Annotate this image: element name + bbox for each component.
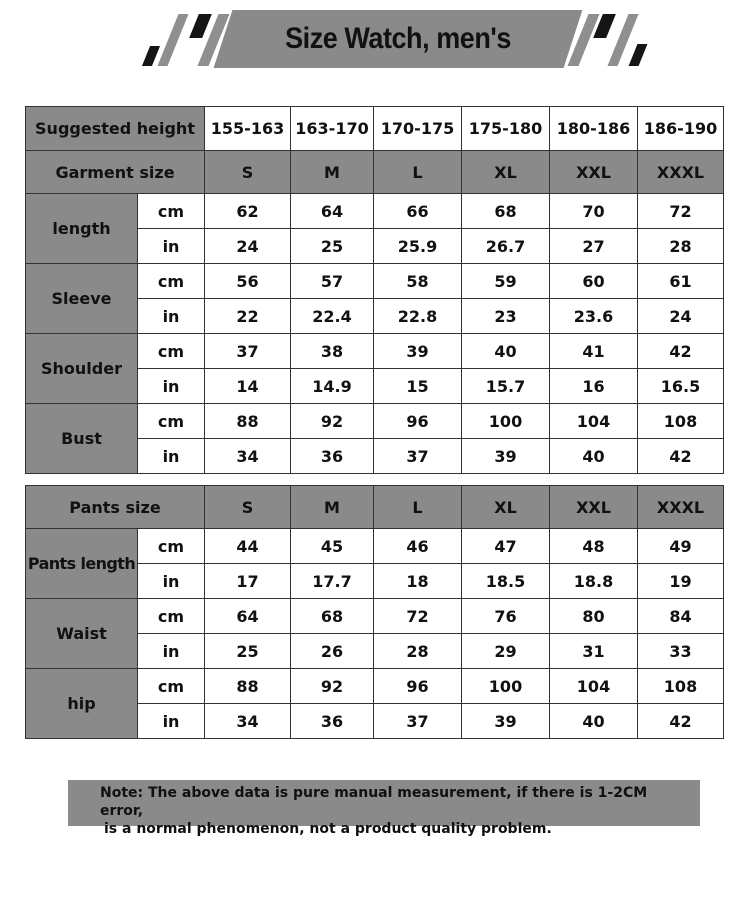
measurement-label: Waist bbox=[26, 599, 138, 669]
note-text bbox=[100, 784, 690, 838]
measurement-value: 15.7 bbox=[462, 369, 550, 404]
size-header: S bbox=[205, 486, 291, 529]
measurement-value: 96 bbox=[374, 669, 462, 704]
size-header: XXXL bbox=[638, 486, 724, 529]
measurement-label: Sleeve bbox=[26, 264, 138, 334]
measurement-value: 68 bbox=[291, 599, 374, 634]
measurement-value: 25 bbox=[291, 229, 374, 264]
table-row bbox=[26, 194, 724, 229]
measurement-value: 24 bbox=[638, 299, 724, 334]
measurement-value: 88 bbox=[205, 669, 291, 704]
unit-label: cm bbox=[138, 599, 205, 634]
measurement-value: 100 bbox=[462, 404, 550, 439]
measurement-value: 64 bbox=[291, 194, 374, 229]
measurement-value: 16 bbox=[550, 369, 638, 404]
measurement-value: 23 bbox=[462, 299, 550, 334]
measurement-value: 56 bbox=[205, 264, 291, 299]
size-header: XL bbox=[462, 486, 550, 529]
pants-size-label: Pants size bbox=[26, 486, 205, 529]
unit-label: cm bbox=[138, 264, 205, 299]
slash-decoration bbox=[157, 14, 188, 66]
measurement-value: 92 bbox=[291, 404, 374, 439]
measurement-value: 42 bbox=[638, 704, 724, 739]
page-title: Size Watch, men's bbox=[285, 22, 511, 55]
suggested-height-label: Suggested height bbox=[26, 107, 205, 151]
measurement-value: 22.8 bbox=[374, 299, 462, 334]
title-banner bbox=[0, 0, 750, 80]
measurement-value: 17.7 bbox=[291, 564, 374, 599]
measurement-value: 26 bbox=[291, 634, 374, 669]
measurement-value: 34 bbox=[205, 439, 291, 474]
measurement-value: 18 bbox=[374, 564, 462, 599]
measurement-label: hip bbox=[26, 669, 138, 739]
table-row bbox=[26, 529, 724, 564]
measurement-value: 26.7 bbox=[462, 229, 550, 264]
measurement-value: 31 bbox=[550, 634, 638, 669]
height-range: 180-186 bbox=[550, 107, 638, 151]
measurement-value: 29 bbox=[462, 634, 550, 669]
note-line: Note: The above data is pure manual measurement, if there is 1-2CM error, bbox=[100, 785, 648, 819]
size-row bbox=[26, 486, 724, 529]
table-row bbox=[26, 599, 724, 634]
measurement-label: length bbox=[26, 194, 138, 264]
measurement-value: 76 bbox=[462, 599, 550, 634]
measurement-value: 18.8 bbox=[550, 564, 638, 599]
measurement-value: 37 bbox=[374, 439, 462, 474]
measurement-value: 104 bbox=[550, 404, 638, 439]
unit-label: cm bbox=[138, 404, 205, 439]
measurement-value: 44 bbox=[205, 529, 291, 564]
height-range: 163-170 bbox=[291, 107, 374, 151]
measurement-value: 92 bbox=[291, 669, 374, 704]
unit-label: in bbox=[138, 229, 205, 264]
unit-label: cm bbox=[138, 529, 205, 564]
measurement-value: 61 bbox=[638, 264, 724, 299]
size-row bbox=[26, 151, 724, 194]
measurement-value: 100 bbox=[462, 669, 550, 704]
measurement-value: 18.5 bbox=[462, 564, 550, 599]
measurement-value: 108 bbox=[638, 669, 724, 704]
measurement-value: 48 bbox=[550, 529, 638, 564]
size-header: XXL bbox=[550, 486, 638, 529]
measurement-value: 84 bbox=[638, 599, 724, 634]
measurement-value: 88 bbox=[205, 404, 291, 439]
measurement-value: 23.6 bbox=[550, 299, 638, 334]
table-row bbox=[26, 669, 724, 704]
unit-label: in bbox=[138, 564, 205, 599]
measurement-value: 33 bbox=[638, 634, 724, 669]
measurement-value: 59 bbox=[462, 264, 550, 299]
measurement-value: 24 bbox=[205, 229, 291, 264]
measurement-value: 60 bbox=[550, 264, 638, 299]
measurement-value: 80 bbox=[550, 599, 638, 634]
measurement-label: Bust bbox=[26, 404, 138, 474]
measurement-value: 25.9 bbox=[374, 229, 462, 264]
measurement-value: 39 bbox=[374, 334, 462, 369]
size-header: XXXL bbox=[638, 151, 724, 194]
size-header: L bbox=[374, 151, 462, 194]
measurement-value: 19 bbox=[638, 564, 724, 599]
measurement-value: 42 bbox=[638, 334, 724, 369]
unit-label: cm bbox=[138, 194, 205, 229]
measurement-value: 17 bbox=[205, 564, 291, 599]
measurement-value: 34 bbox=[205, 704, 291, 739]
measurement-value: 72 bbox=[638, 194, 724, 229]
garment-size-table bbox=[25, 106, 724, 474]
measurement-value: 104 bbox=[550, 669, 638, 704]
size-header: M bbox=[291, 486, 374, 529]
measurement-value: 40 bbox=[550, 439, 638, 474]
height-row bbox=[26, 107, 724, 151]
measurement-value: 47 bbox=[462, 529, 550, 564]
measurement-value: 14.9 bbox=[291, 369, 374, 404]
measurement-value: 22.4 bbox=[291, 299, 374, 334]
unit-label: in bbox=[138, 299, 205, 334]
measurement-value: 27 bbox=[550, 229, 638, 264]
pants-size-table bbox=[25, 485, 724, 739]
size-header: M bbox=[291, 151, 374, 194]
measurement-value: 70 bbox=[550, 194, 638, 229]
measurement-value: 64 bbox=[205, 599, 291, 634]
measurement-value: 66 bbox=[374, 194, 462, 229]
measurement-value: 22 bbox=[205, 299, 291, 334]
measurement-value: 108 bbox=[638, 404, 724, 439]
table-row bbox=[26, 264, 724, 299]
size-header: L bbox=[374, 486, 462, 529]
size-header: XXL bbox=[550, 151, 638, 194]
measurement-value: 15 bbox=[374, 369, 462, 404]
size-header: S bbox=[205, 151, 291, 194]
unit-label: in bbox=[138, 634, 205, 669]
measurement-value: 39 bbox=[462, 439, 550, 474]
measurement-value: 28 bbox=[374, 634, 462, 669]
measurement-label: Pants length bbox=[26, 529, 138, 599]
measurement-value: 28 bbox=[638, 229, 724, 264]
measurement-value: 68 bbox=[462, 194, 550, 229]
size-header: XL bbox=[462, 151, 550, 194]
height-range: 186-190 bbox=[638, 107, 724, 151]
table-row bbox=[26, 404, 724, 439]
measurement-value: 14 bbox=[205, 369, 291, 404]
measurement-value: 41 bbox=[550, 334, 638, 369]
measurement-value: 49 bbox=[638, 529, 724, 564]
measurement-value: 36 bbox=[291, 439, 374, 474]
measurement-value: 37 bbox=[374, 704, 462, 739]
measurement-value: 39 bbox=[462, 704, 550, 739]
measurement-value: 42 bbox=[638, 439, 724, 474]
slash-decoration bbox=[629, 44, 648, 66]
measurement-value: 38 bbox=[291, 334, 374, 369]
measurement-value: 72 bbox=[374, 599, 462, 634]
height-range: 170-175 bbox=[374, 107, 462, 151]
unit-label: in bbox=[138, 439, 205, 474]
measurement-value: 37 bbox=[205, 334, 291, 369]
measurement-value: 57 bbox=[291, 264, 374, 299]
measurement-value: 40 bbox=[550, 704, 638, 739]
measurement-value: 46 bbox=[374, 529, 462, 564]
unit-label: in bbox=[138, 704, 205, 739]
measurement-value: 96 bbox=[374, 404, 462, 439]
measurement-value: 16.5 bbox=[638, 369, 724, 404]
height-range: 175-180 bbox=[462, 107, 550, 151]
measurement-value: 25 bbox=[205, 634, 291, 669]
unit-label: in bbox=[138, 369, 205, 404]
measurement-value: 58 bbox=[374, 264, 462, 299]
height-range: 155-163 bbox=[205, 107, 291, 151]
measurement-value: 40 bbox=[462, 334, 550, 369]
measurement-value: 62 bbox=[205, 194, 291, 229]
note-line: is a normal phenomenon, not a product quality problem. bbox=[104, 821, 552, 837]
unit-label: cm bbox=[138, 334, 205, 369]
garment-size-label: Garment size bbox=[26, 151, 205, 194]
measurement-label: Shoulder bbox=[26, 334, 138, 404]
slash-decoration bbox=[189, 14, 212, 38]
measurement-value: 36 bbox=[291, 704, 374, 739]
measurement-value: 45 bbox=[291, 529, 374, 564]
table-row bbox=[26, 334, 724, 369]
unit-label: cm bbox=[138, 669, 205, 704]
